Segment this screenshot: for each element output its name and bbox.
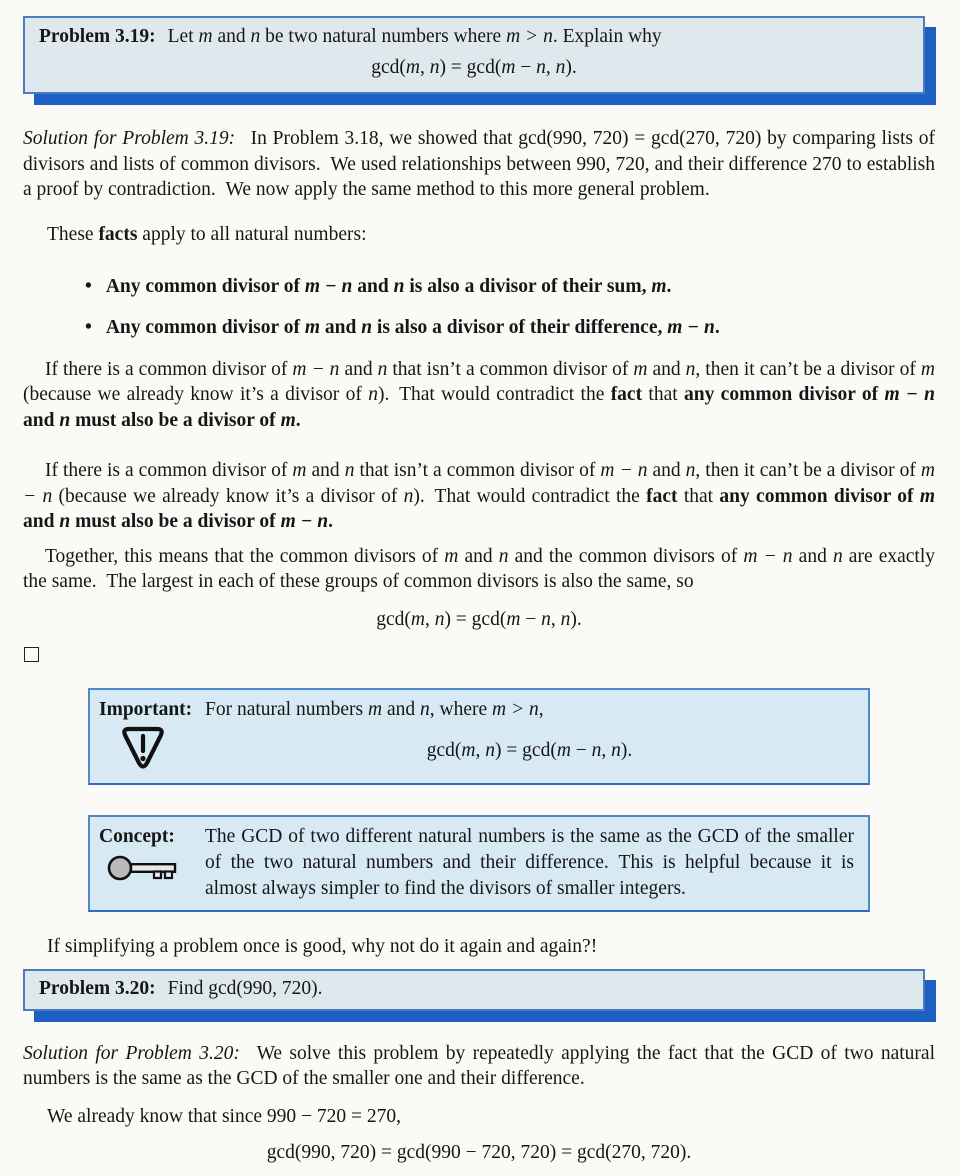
problem-3-19-box <box>23 16 925 94</box>
solution-3-20-paragraph: Solution for Problem 3.20: We solve this problem by repeatedly applying the fact that the GCD of two natural numbers is the same as the GCD of the smaller one and their difference. <box>23 1042 935 1089</box>
important-label: Important: <box>99 698 193 720</box>
problem-3-19-title: Problem 3.19: <box>39 26 156 47</box>
fact-bullet-1-text: Any common divisor of m − n and n is also a divisor of their sum, m. <box>105 275 672 297</box>
problem-3-19-statement <box>39 26 909 48</box>
concept-label: Concept: <box>99 825 175 847</box>
facts-intro: These facts apply to all natural numbers: <box>47 223 367 245</box>
qed-square <box>24 647 39 662</box>
interlude-line: If simplifying a problem once is good, why not do it again and again?! <box>47 935 598 957</box>
problem-3-19-equation: gcd(m, n) = gcd(m − n, n). <box>371 57 577 78</box>
important-box <box>88 688 870 785</box>
concept-body: The GCD of two different natural numbers is the same as the GCD of the smaller of the two natural numbers and their difference. This is helpful because it is almost always simpler to find the divisors of smaller integers. <box>205 825 854 899</box>
since-line: We already know that since 990 − 720 = 270, <box>47 1105 402 1127</box>
key-icon <box>99 852 187 892</box>
solution-3-19-equation: gcd(m, n) = gcd(m − n, n). <box>376 608 582 630</box>
fact-bullet-1 <box>85 274 909 300</box>
bullet-icon: • <box>85 275 92 297</box>
problem-3-19-intro: Let m and n be two natural numbers where m > n. Explain why <box>167 26 662 47</box>
important-line: For natural numbers m and n, where m > n, <box>205 698 544 720</box>
concept-label-column <box>90 817 205 910</box>
fact-bullet-2-text: Any common divisor of m and n is also a divisor of their difference, m − n. <box>105 317 720 338</box>
concept-box <box>88 815 870 912</box>
problem-3-20-box <box>23 969 925 1011</box>
warning-icon <box>99 725 187 777</box>
problem-3-20-body: Find gcd(990, 720). <box>167 977 323 999</box>
concept-content <box>205 817 868 910</box>
bullet-icon: • <box>85 317 92 338</box>
together-paragraph: Together, this means that the common divisors of m and n and the common divisors of m − n and n are exactly the same. The largest in each of these groups of common divisors is also the same, so <box>23 545 936 592</box>
problem-3-20-title: Problem 3.20: <box>39 977 156 999</box>
contradiction-paragraph-2: If there is a common divisor of m and n that isn’t a common divisor of m − n and n, then it can’t be a divisor of m − n (because we already know it’s a divisor of n). That would contradict the fact that any common divisor of m and n must also be a divisor of m − n. <box>23 460 936 532</box>
solution-3-19-paragraph: Solution for Problem 3.19: In Problem 3.18, we showed that gcd(990, 720) = gcd(270, 720) by comparing lists of divisors and lists of common divisors. We used relationships between 990, 720, and their difference 270 to establish a proof by contradiction. We now apply the same method to this more general problem. <box>23 128 935 200</box>
important-content <box>205 690 868 783</box>
fact-bullet-2 <box>85 315 909 341</box>
solution-3-20-equation: gcd(990, 720) = gcd(990 − 720, 720) = gcd(270, 720). <box>266 1141 692 1163</box>
important-equation: gcd(m, n) = gcd(m − n, n). <box>426 739 633 761</box>
important-label-column <box>90 690 205 783</box>
contradiction-paragraph-1: If there is a common divisor of m − n and n that isn’t a common divisor of m and n, then it can’t be a divisor of m (because we already know it’s a divisor of n). That would contradict the fact that any common divisor of m − n and n must also be a divisor of m. <box>23 358 936 431</box>
